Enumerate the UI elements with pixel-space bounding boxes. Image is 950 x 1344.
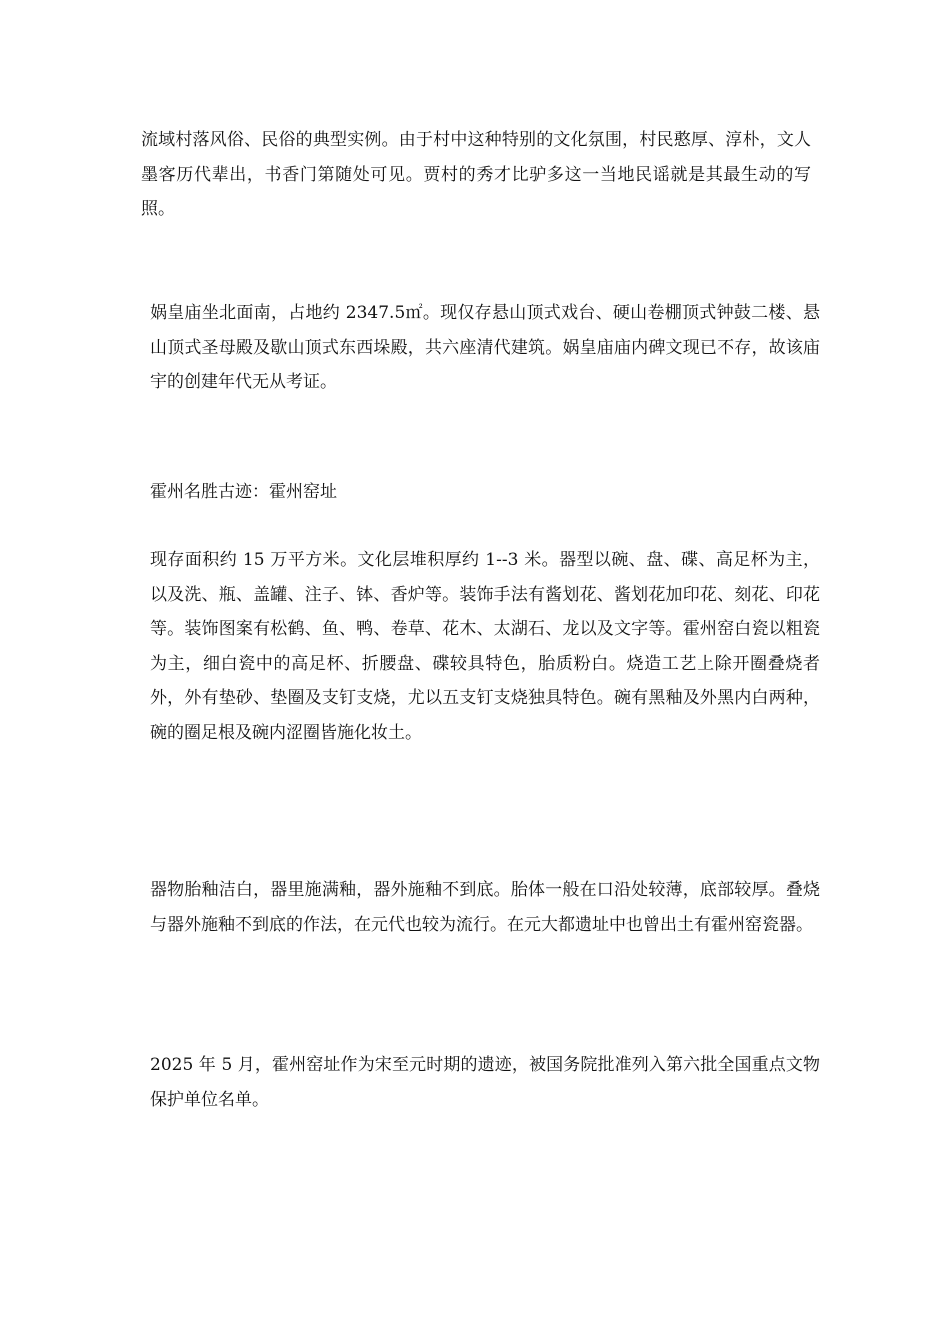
paragraph-nuwa-temple: 娲皇庙坐北面南，占地约 2347.5㎡。现仅存悬山顶式戏台、硬山卷棚顶式钟鼓二楼、悬山顶式圣母殿及歇山顶式东西垛殿，共六座清代建筑。娲皇庙庙内碑文现已不存，故该庙宇的创建年代无从考证。 (150, 303, 820, 392)
paragraph-village-customs: 流域村落风俗、民俗的典型实例。由于村中这种特别的文化氛围，村民憨厚、淳朴，文人墨客历代辈出，书香门第随处可见。贾村的秀才比驴多这一当地民谣就是其最生动的写照。 (141, 130, 811, 219)
paragraph-heritage-listing: 2025 年 5 月，霍州窑址作为宋至元时期的遗迹，被国务院批准列入第六批全国重点文物保护单位名单。 (150, 1055, 820, 1110)
paragraph-kiln-site-details: 现存面积约 15 万平方米。文化层堆积厚约 1--3 米。器型以碗、盘、碟、高足杯为主，以及洗、瓶、盖罐、注子、钵、香炉等。装饰手法有酱划花、酱划花加印花、刻花、印花等。装饰图案有松鹤、鱼、鸭、卷草、花木、太湖石、龙以及文字等。霍州窑白瓷以粗瓷为主，细白瓷中的高足杯、折腰盘、碟较具特色，胎质粉白。烧造工艺上除开圈叠烧者外，外有垫砂、垫圈及支钉支烧，尤以五支钉支烧独具特色。碗有黑釉及外黑内白两种，碗的圈足根及碗内涩圈皆施化妆土。 (150, 550, 820, 743)
paragraph-porcelain-features: 器物胎釉洁白，器里施满釉，器外施釉不到底。胎体一般在口沿处较薄，底部较厚。叠烧与器外施釉不到底的作法，在元代也较为流行。在元大都遗址中也曾出土有霍州窑瓷器。 (150, 880, 820, 935)
section-heading-huozhou-kiln: 霍州名胜古迹：霍州窑址 (150, 482, 337, 502)
